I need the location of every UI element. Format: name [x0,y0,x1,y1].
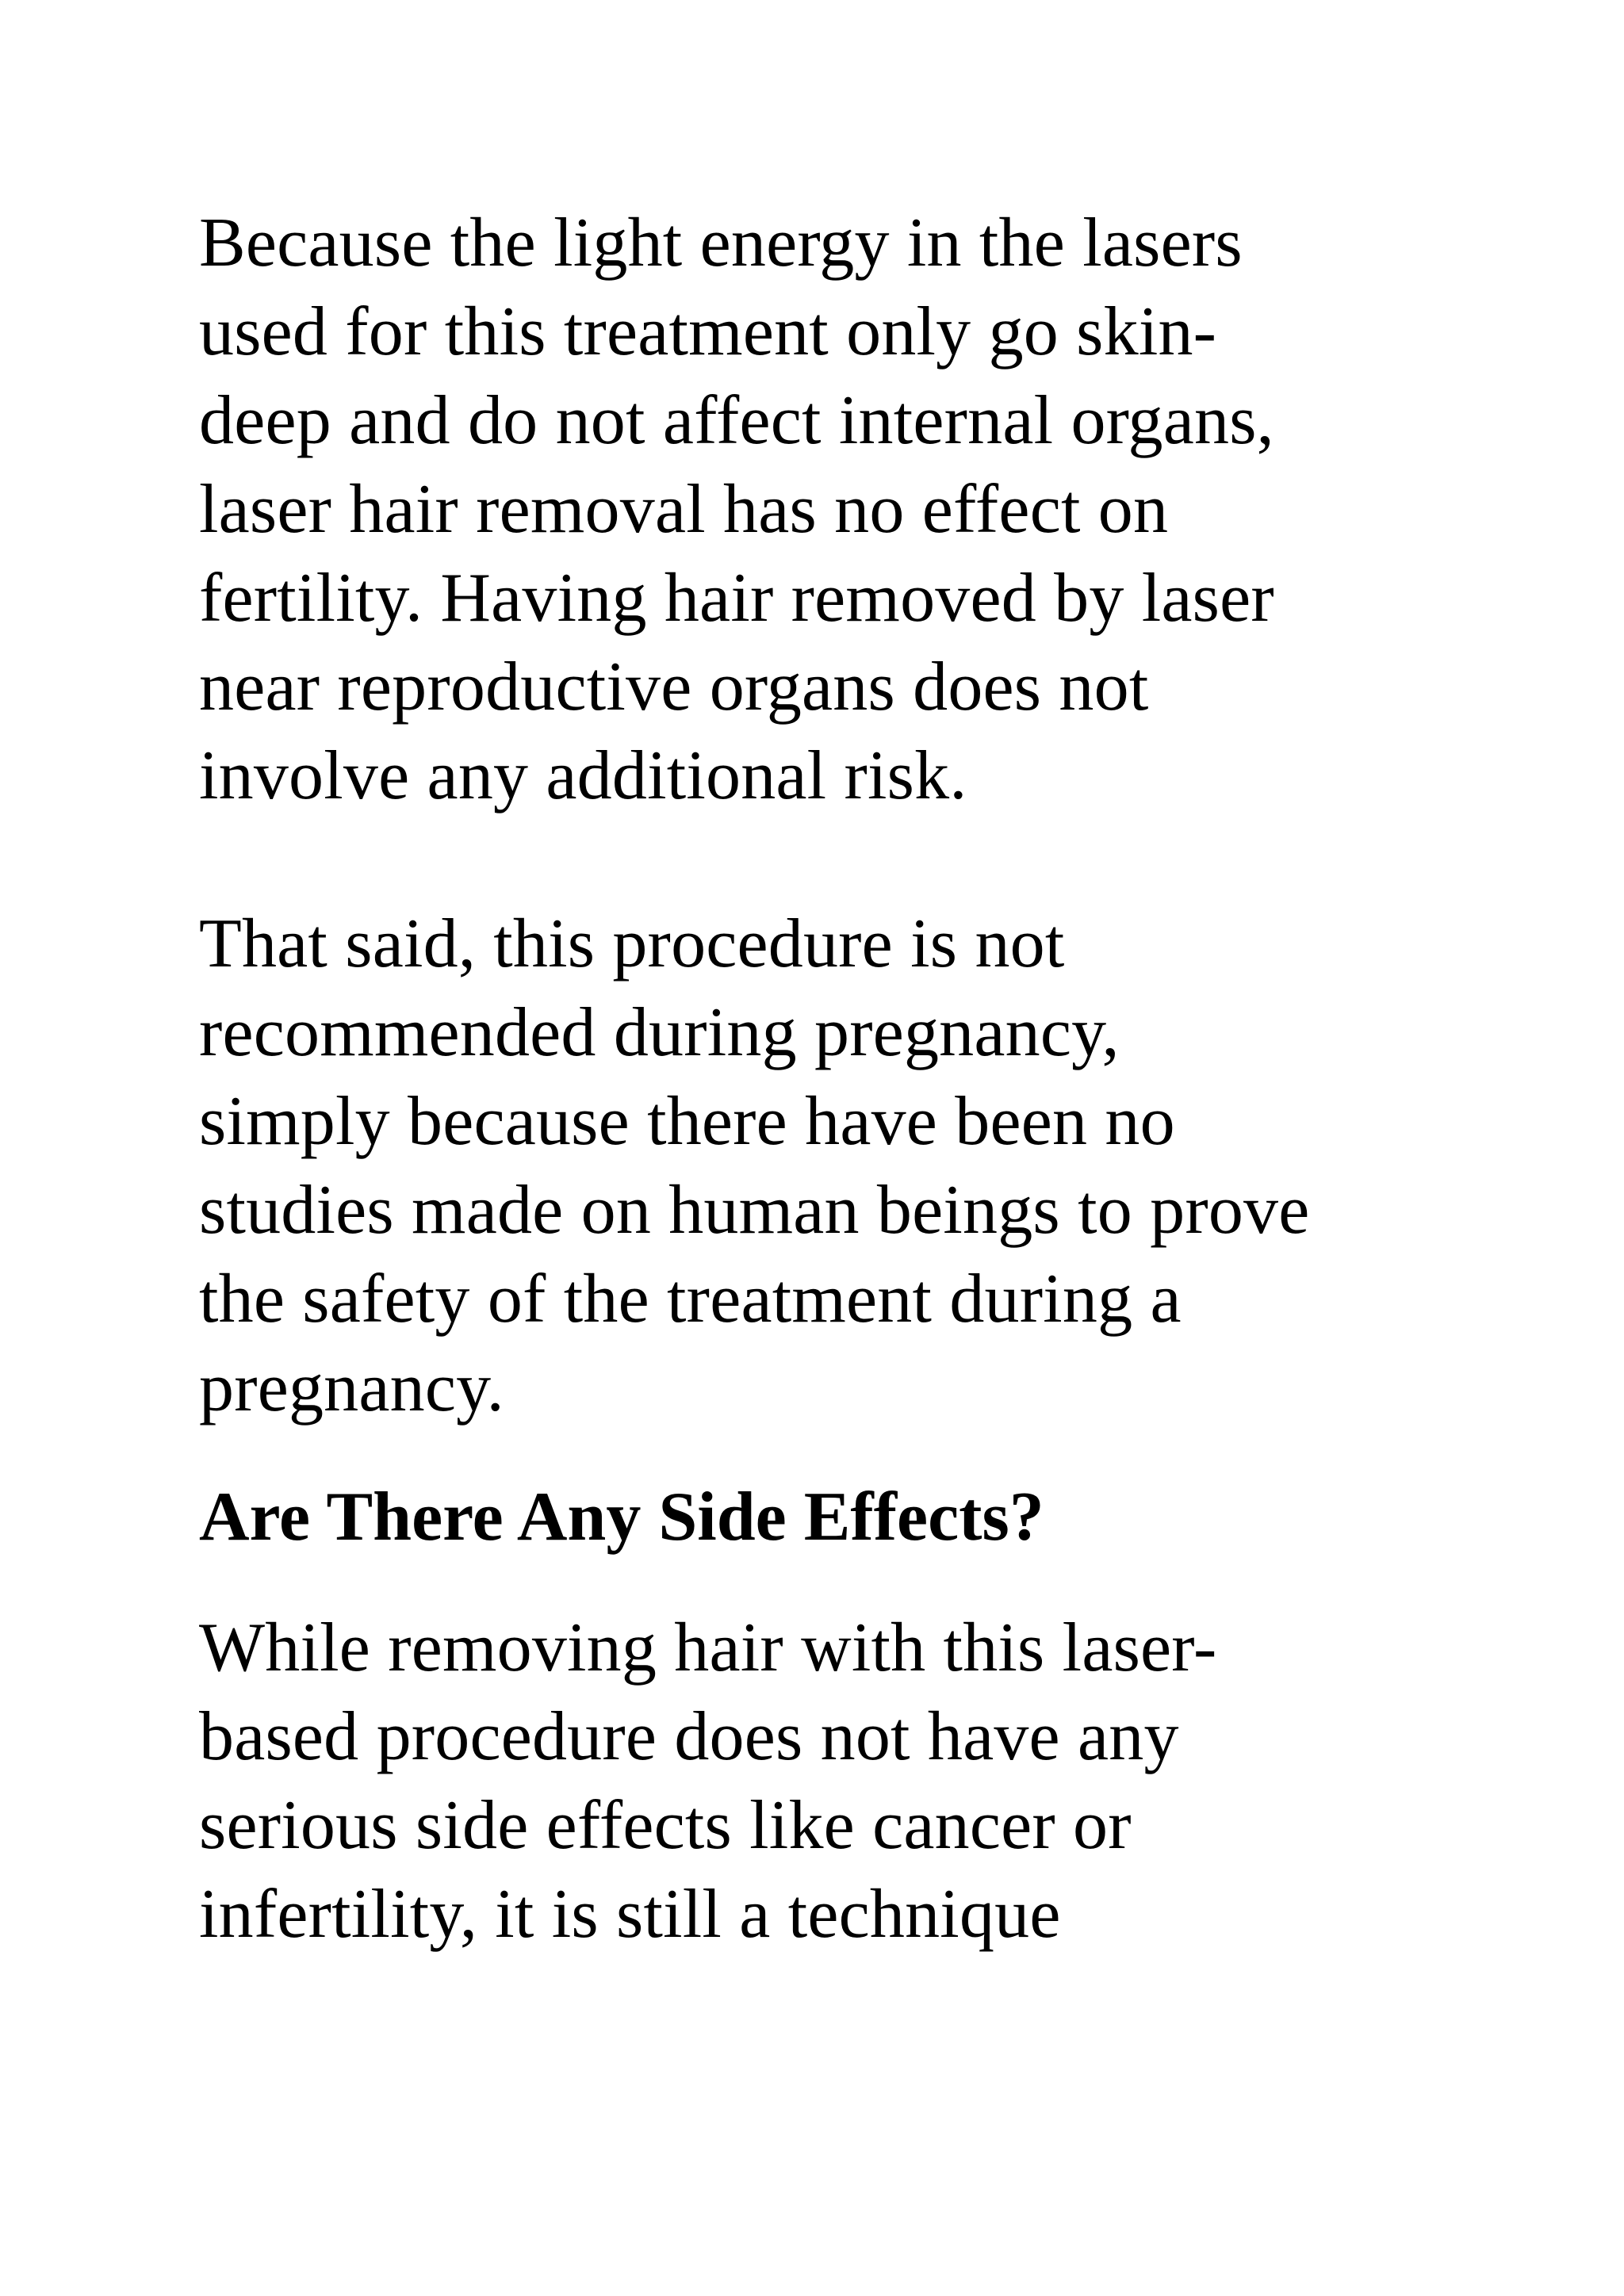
paragraph-line: involve any additional risk. [199,737,967,814]
paragraph-line: While removing hair with this laser- [199,1609,1217,1686]
paragraph-side-effects [199,1604,1507,1959]
paragraph-line: simply because there have been no [199,1083,1175,1160]
paragraph-line: recommended during pregnancy, [199,994,1120,1071]
paragraph-pregnancy [199,900,1507,1433]
paragraph-line: laser hair removal has no effect on [199,471,1169,548]
paragraph-line: based procedure does not have any [199,1698,1179,1775]
heading-text: Are There Any Side Effects? [199,1479,1044,1556]
paragraph-line: used for this treatment only go skin- [199,293,1217,370]
paragraph-line: serious side effects like cancer or [199,1787,1132,1864]
paragraph-line: fertility. Having hair removed by laser [199,560,1274,637]
paragraph-line: infertility, it is still a technique [199,1876,1061,1953]
paragraph-fertility [199,199,1507,821]
paragraph-line: near reproductive organs does not [199,649,1149,725]
paragraph-line: That said, this procedure is not [199,905,1065,982]
paragraph-line: Because the light energy in the lasers [199,205,1243,281]
paragraph-line: pregnancy. [199,1349,504,1426]
section-heading [199,1473,1507,1562]
paragraph-line: studies made on human beings to prove [199,1172,1310,1249]
paragraph-line: the safety of the treatment during a [199,1261,1182,1337]
paragraph-line: deep and do not affect internal organs, [199,382,1274,459]
